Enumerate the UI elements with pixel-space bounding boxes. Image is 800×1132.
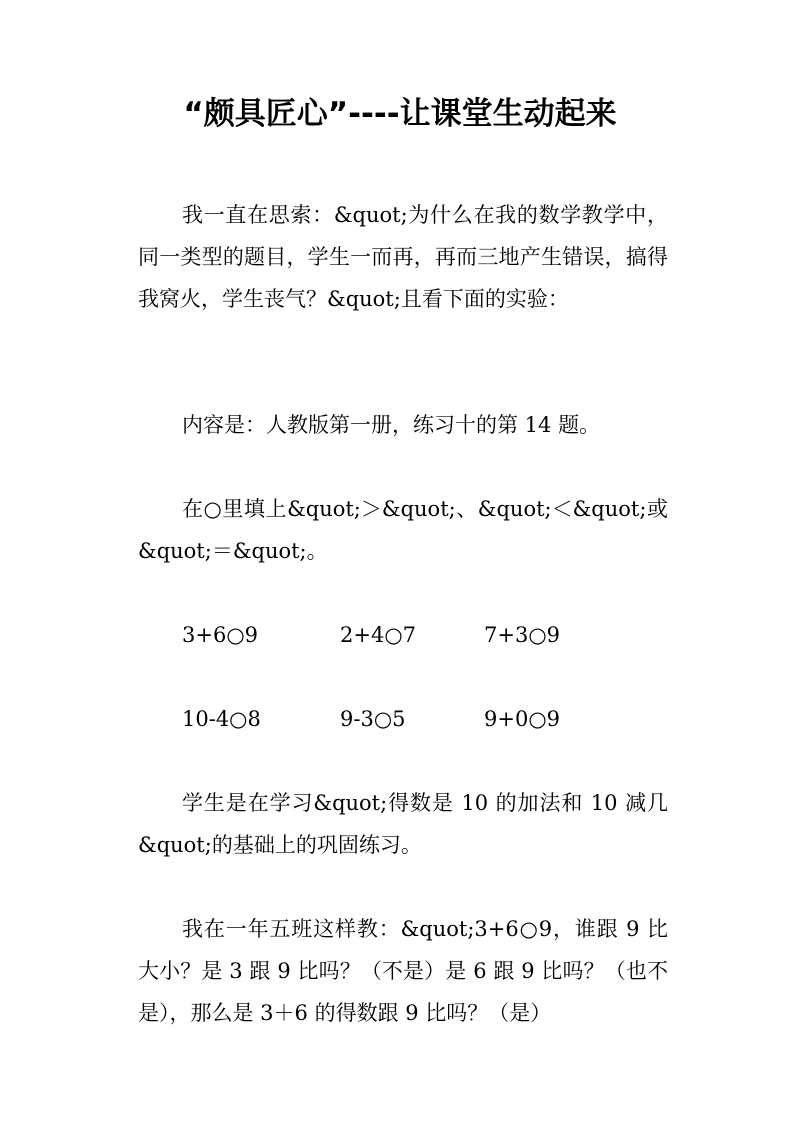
exercise-item: 7+3○9 — [484, 623, 561, 647]
paragraph-content: 内容是：人教版第一册，练习十的第 14 题。 — [182, 413, 601, 437]
page-title: “颇具匠心”----让课堂生动起来 — [183, 96, 617, 132]
exercise-item: 2+4○7 — [340, 623, 417, 647]
exercise-item: 9+0○9 — [484, 707, 561, 731]
paragraph-instruction: 在○里填上&quot;＞&quot;、&quot;＜&quot;或&quot;＝&quot;。 — [138, 497, 668, 563]
paragraph-intro: 我一直在思索：&quot;为什么在我的数学教学中，同一类型的题目，学生一而再，再而三地产生错误，搞得我窝火，学生丧气？&quot;且看下面的实验： — [138, 203, 668, 311]
paragraph-teaching: 我在一年五班这样教：&quot;3+6○9，谁跟 9 比大小？是 3 跟 9 比吗？（不是）是 6 跟 9 比吗？（也不是），那么是 3＋6 的得数跟 9 比吗？（是） — [138, 917, 668, 1025]
exercise-item: 9-3○5 — [340, 707, 406, 731]
exercise-item: 3+6○9 — [182, 623, 259, 647]
exercise-item: 10-4○8 — [182, 707, 261, 731]
paragraph-practice: 学生是在学习&quot;得数是 10 的加法和 10 减几&quot;的基础上的巩固练习。 — [138, 791, 668, 857]
